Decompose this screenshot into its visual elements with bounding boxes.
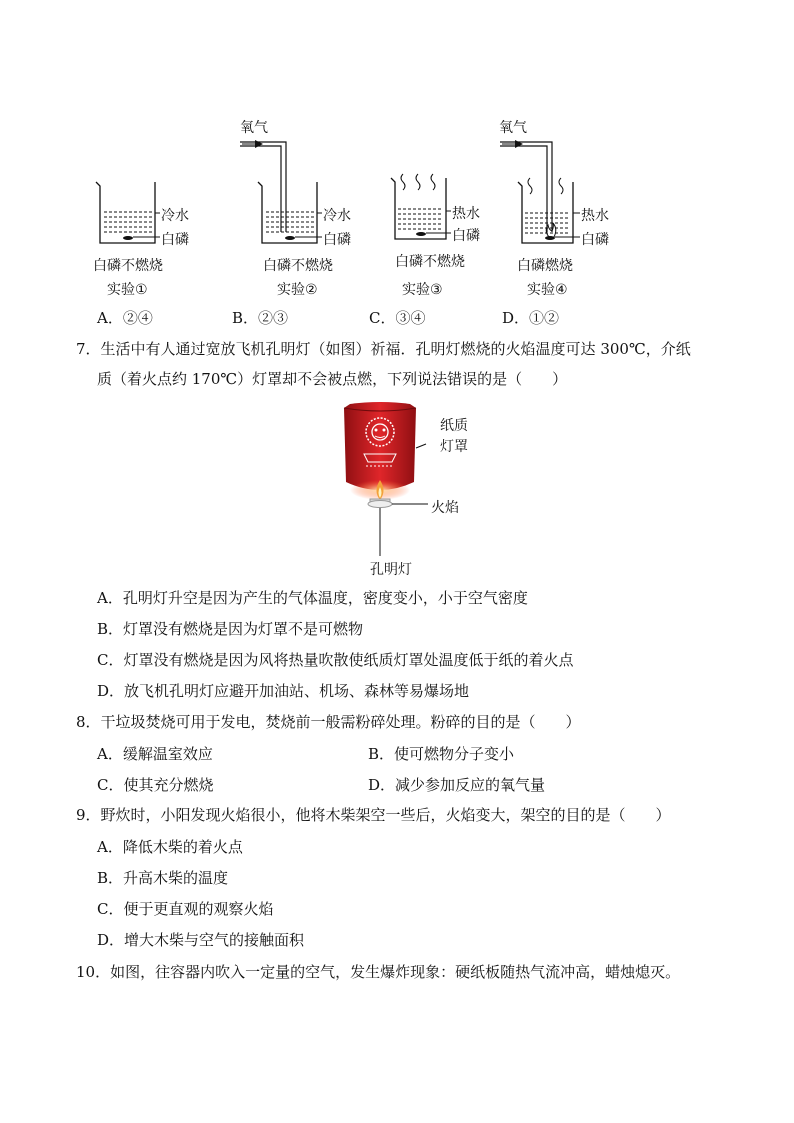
white-phosphorus-label-4: 白磷 (581, 232, 609, 248)
beaker-experiment-2 (240, 142, 322, 243)
beaker-experiment-1 (96, 182, 160, 243)
white-phosphorus-label-2: 白磷 (323, 232, 351, 248)
q6-option-c: C．③④ (369, 309, 426, 327)
lantern-shade-label: 灯罩 (440, 439, 468, 455)
q7-option-d: D．放飞机孔明灯应避开加油站、机场、森林等易爆场地 (97, 682, 470, 700)
q7-stem-line-1: 7．生活中有人通过宽放飞机孔明灯（如图）祈福．孔明灯燃烧的火焰温度可达 300℃，介纸 (76, 340, 691, 358)
q10-stem: 10．如图，往容器内吹入一定量的空气，发生爆炸现象：硬纸板随热气流冲高，蜡烛熄灭。 (76, 963, 681, 981)
beaker-experiment-4 (500, 142, 580, 243)
experiment-2-result: 白磷不燃烧 (263, 258, 333, 274)
q7-option-c: C．灯罩没有燃烧是因为风将热量吹散使纸质灯罩处温度低于纸的着火点 (97, 651, 574, 669)
hot-water-label-3: 热水 (452, 206, 480, 222)
experiment-3-result: 白磷不燃烧 (395, 254, 465, 270)
q9-option-a: A．降低木柴的着火点 (97, 838, 243, 856)
q8-option-c: C．使其充分燃烧 (97, 776, 214, 794)
q6-option-b: B．②③ (232, 309, 289, 327)
q6-option-a: A．②④ (97, 309, 153, 327)
q9-option-d: D．增大木柴与空气的接触面积 (97, 931, 305, 949)
lantern-caption: 孔明灯 (370, 562, 412, 578)
q7-stem-line-2: 质（着火点约 170℃）灯罩却不会被点燃，下列说法错误的是（ ） (97, 370, 568, 388)
oxygen-label-4: 氧气 (499, 120, 527, 136)
white-phosphorus-label-1: 白磷 (161, 232, 189, 248)
experiment-3-name: 实验③ (402, 282, 443, 298)
lantern-paper-label: 纸质 (440, 418, 468, 434)
q8-option-a: A．缓解温室效应 (97, 745, 213, 763)
q8-stem: 8．干垃圾焚烧可用于发电，焚烧前一般需粉碎处理。粉碎的目的是（ ） (76, 713, 581, 731)
q7-option-a: A．孔明灯升空是因为产生的气体温度，密度变小，小于空气密度 (97, 589, 528, 607)
oxygen-label-2: 氧气 (240, 120, 268, 136)
q9-option-b: B．升高木柴的温度 (97, 869, 229, 887)
q8-option-b: B．使可燃物分子变小 (368, 745, 515, 763)
cold-water-label-2: 冷水 (323, 208, 351, 224)
hot-water-label-4: 热水 (581, 208, 609, 224)
experiment-4-name: 实验④ (527, 282, 568, 298)
experiment-1-result: 白磷不燃烧 (93, 258, 163, 274)
experiment-1-name: 实验① (107, 282, 148, 298)
q8-option-d: D．减少参加反应的氧气量 (368, 776, 546, 794)
q9-stem: 9．野炊时，小阳发现火焰很小，他将木柴架空一些后，火焰变大，架空的目的是（ ） (76, 806, 671, 824)
white-phosphorus-label-3: 白磷 (452, 228, 480, 244)
experiment-4-result: 白磷燃烧 (517, 258, 573, 274)
q9-option-c: C．便于更直观的观察火焰 (97, 900, 274, 918)
q7-option-b: B．灯罩没有燃烧是因为灯罩不是可燃物 (97, 620, 364, 638)
lantern-flame-label: 火焰 (431, 500, 459, 516)
q6-option-d: D．①② (502, 309, 560, 327)
experiment-2-name: 实验② (277, 282, 318, 298)
cold-water-label-1: 冷水 (161, 208, 189, 224)
beaker-experiment-3 (391, 174, 451, 239)
